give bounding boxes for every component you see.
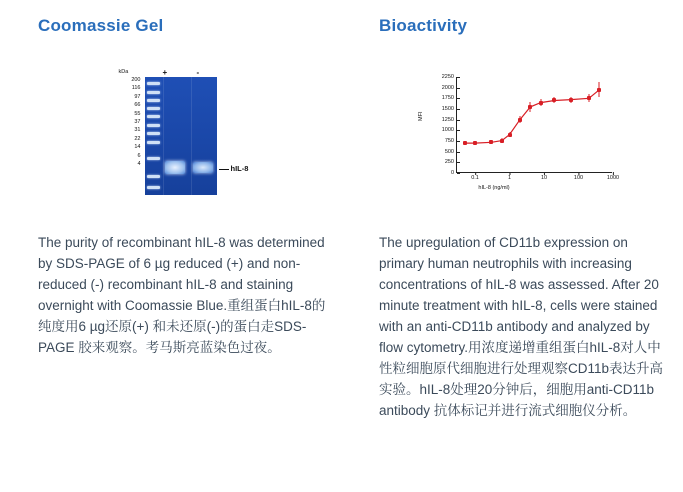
gel-kda-label: kDa bbox=[118, 69, 129, 75]
gel-lane-label-nonreduced: - bbox=[196, 68, 200, 77]
gel-band-annotation bbox=[219, 164, 249, 173]
chart-data-point bbox=[587, 96, 591, 100]
column-coomassie-gel bbox=[0, 16, 341, 421]
mw-tick: 37 bbox=[134, 119, 141, 126]
chart-x-tick: 0.1 bbox=[471, 172, 479, 181]
chart-fit-curve bbox=[457, 77, 613, 173]
chart-x-tick: 1 bbox=[508, 172, 511, 181]
chart-y-tick: 1250 bbox=[442, 117, 457, 123]
chart-y-tick: 2250 bbox=[442, 74, 457, 80]
bioactivity-figure bbox=[379, 58, 668, 208]
chart-data-point bbox=[463, 141, 467, 145]
chart-y-tick: 0 bbox=[451, 170, 457, 176]
chart-x-tick: 10 bbox=[541, 172, 547, 181]
chart-y-tick: 1500 bbox=[442, 106, 457, 112]
coomassie-gel-image bbox=[117, 69, 249, 197]
chart-data-point bbox=[500, 139, 504, 143]
chart-y-tick: 1750 bbox=[442, 95, 457, 101]
chart-x-axis-label: hIL-8 (ng/ml) bbox=[478, 185, 510, 191]
mw-tick: 31 bbox=[134, 127, 141, 134]
chart-y-tick: 1000 bbox=[442, 127, 457, 133]
column-bioactivity bbox=[341, 16, 682, 421]
chart-plot-area bbox=[441, 74, 620, 181]
chart-y-tick: 250 bbox=[445, 159, 457, 165]
mw-tick: 14 bbox=[134, 144, 141, 151]
gel-band-annotation-label: hIL-8 bbox=[230, 164, 249, 173]
chart-data-point bbox=[489, 140, 493, 144]
mw-tick: 6 bbox=[137, 152, 141, 159]
chart-y-axis-label: MFI bbox=[418, 111, 424, 121]
chart-data-point bbox=[518, 118, 522, 122]
mw-tick: 97 bbox=[134, 93, 141, 100]
chart-data-point bbox=[473, 141, 477, 145]
mw-tick: 116 bbox=[131, 85, 141, 92]
gel-band-reduced bbox=[165, 161, 185, 174]
chart-data-point bbox=[569, 98, 573, 102]
chart-data-point bbox=[508, 133, 512, 137]
gel-band-nonreduced bbox=[193, 162, 213, 173]
gel-lane-label-reduced: + bbox=[162, 68, 168, 77]
mw-tick: 4 bbox=[137, 161, 141, 168]
mw-tick: 66 bbox=[134, 102, 141, 109]
mw-tick: 200 bbox=[131, 77, 141, 83]
chart-y-tick: 2000 bbox=[442, 85, 457, 91]
cd11b-dose-response-chart bbox=[416, 69, 631, 197]
gel-mw-ladder-labels bbox=[117, 76, 143, 168]
chart-data-point bbox=[552, 98, 556, 102]
chart-x-tick: 1000 bbox=[607, 172, 619, 181]
chart-x-tick: 100 bbox=[574, 172, 583, 181]
page-title: Coomassie Gel bbox=[38, 16, 164, 35]
gel-caption: The purity of recombinant hIL-8 was determined by SDS-PAGE of 6 µg reduced (+) and non-reduced (-) recombinant hIL-8 and staining overnight with Coomassie Blue.重组蛋白hIL-8的纯度用6 µg还原(+) 和未还原(-)的蛋白走SDS-PAGE 胶来观察。考马斯亮蓝染色过夜。 bbox=[38, 235, 326, 355]
chart-data-point bbox=[528, 105, 532, 109]
mw-tick: 55 bbox=[134, 110, 141, 117]
mw-tick: 22 bbox=[134, 135, 141, 142]
page-title: Bioactivity bbox=[379, 16, 468, 35]
chart-data-point bbox=[539, 101, 543, 105]
chart-y-tick: 750 bbox=[445, 138, 457, 144]
chart-y-tick: 500 bbox=[445, 149, 457, 155]
chart-data-point bbox=[597, 88, 601, 92]
gel-figure bbox=[38, 58, 327, 208]
bioactivity-caption: The upregulation of CD11b expression on primary human neutrophils with increasing concentrations of hIL-8 was assessed. After 20 minute treatment with hIL-8, cells were stained with an anti-CD11b antibody and analyzed by flow cytometry.用浓度递增重组蛋白hIL-8对人中性粒细胞原代细胞进行处理观察CD11b表达升高实验。hIL-8处理20分钟后，细胞用anti-CD11b antibody 抗体标记并进行流式细胞仪分析。 bbox=[379, 235, 664, 418]
